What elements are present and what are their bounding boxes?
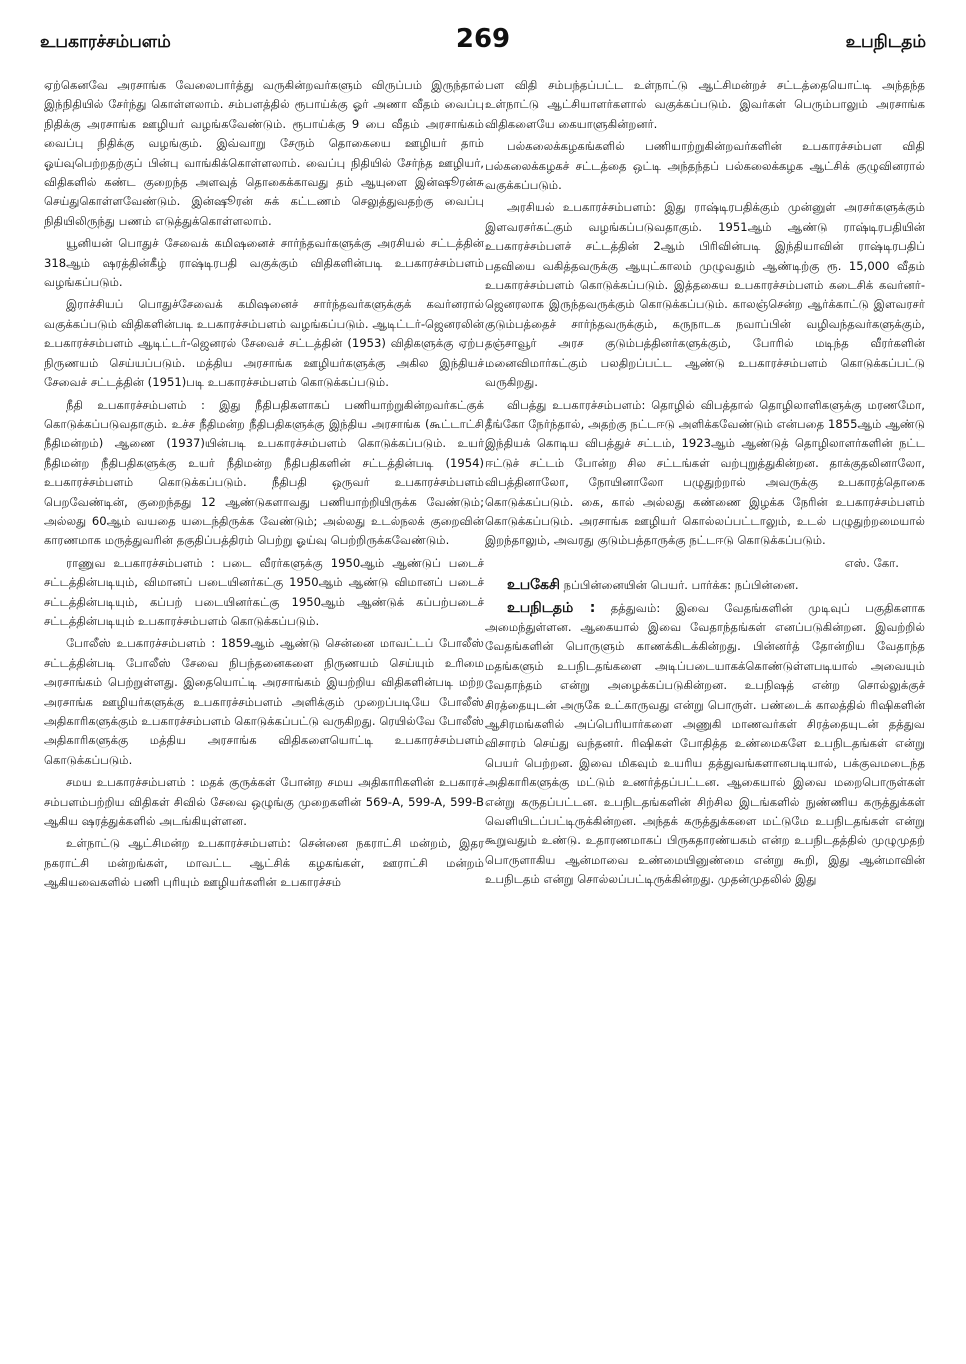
- paragraph: ராணுவ உபகாரச்சம்பளம் : படை வீரர்களுக்கு 1950ஆம் ஆண்டுப் படைச் சட்டத்தின்படியும், விமானப் படையினர்கட்கு 1950ஆம் ஆண்டு விமானப் படைச் சட்டத்தின்படியும், கப்பற் படையினர்கட்கு 1950ஆம் ஆண்டுக் கப்பற்படைச் சட்டத்தின்படியும் உபகாரச்சம்பளம் கொடுக்கப்படும்.: [44, 555, 484, 628]
- entry-upanidatham: [485, 599, 925, 890]
- paragraph: நீதி உபகாரச்சம்பளம் : இது நீதிபதிகளாகப் பணியாற்றுகின்றவர்கட்குக் கொடுக்கப்படுவதாகும். உச்ச நீதிமன்ற நீதிபதிகளுக்கு இந்திய அரசாங்க (கூட்டாட்சி நீதிமன்றம்) ஆணை (1937)யின்படி உபகாரச்சம்பளம் கொடுக்கப்படும். உயர் நீதிமன்ற நீதிபதிகளுக்கு உயர் நீதிமன்ற நீதிபதிகளின் சட்டத்தின்படி (1954) உபகாரச்சம்பளம் கொடுக்கப்படும். நீதிபதி ஒருவர் உபகாரச்சம்பளம் பெறவேண்டின், குறைந்தது 12 ஆண்டுகளாவது பணியாற்றியிருக்க வேண்டும்; அல்லது 60ஆம் வயதை யடைந்திருக்க வேண்டும்; அல்லது உடல்நலக் குறைவின் காரணமாக மருத்துவரின் தகுதிப்பத்திரம் பெற்று ஓய்வு பெற்றிருக்கவேண்டும்.: [44, 397, 484, 548]
- entry-text: நப்பின்னையின் பெயர். பார்க்க: நப்பின்னை.: [563, 578, 799, 593]
- paragraph: இராச்சியப் பொதுச்சேவைக் கமிஷனைச் சார்ந்தவர்களுக்குக் கவர்னரால் வகுக்கப்படும் விதிகளின்படி உபகாரச்சம்பளம் வழங்கப்படும். ஆடிட்டர்-ஜெனரலின் உபகாரச்சம்பளம் ஆடிட்டர்-ஜெனரல் சேவைச் சட்டத்தின் (1953) விதிகளுக்கு ஏற்ப நிருணயம் செய்யப்படும். மத்திய அரசாங்க ஊழியர்களுக்கு அகில இந்தியச் சேவைச் சட்டத்தின் (1951)படி உபகாரச்சம்பளம் கொடுக்கப்படும்.: [44, 297, 484, 390]
- paragraph: விபத்து உபகாரச்சம்பளம்: தொழில் விபத்தால் தொழிலாளிகளுக்கு மரணமோ, தீங்கோ நேர்ந்தால், அதற்கு நட்டஈடு அளிக்கவேண்டும் என்பதை 1855ஆம் ஆண்டு இந்தியக் கொடிய விபத்துச் சட்டம், 1923ஆம் ஆண்டுத் தொழிலாளர்களின் நட்ட ஈட்டுச் சட்டம் போன்ற சில சட்டங்கள் வற்புறுத்துகின்றன. தாக்குதலினாலோ, விபத்தினாலோ, நோயினாலோ பழுதுற்றால் அவருக்கு உபகாரத்தொகை கொடுக்கப்படும். கை, கால் அல்லது கண்ணை இழக்க நேரின் உபகாரச்சம்பளம் கொடுக்கப்படும். அரசாங்க ஊழியர் கொல்லப்பட்டாலும், உடல் பழுதுற்றமையால் இறந்தாலும், அவரது குடும்பத்தாருக்கு நட்டஈடு கொடுக்கப்படும்.: [485, 397, 925, 548]
- running-head-right: உபநிடதம்: [845, 32, 926, 52]
- page-number: 269: [455, 24, 511, 54]
- paragraph: பல்கலைக்கழகங்களில் பணியாற்றுகின்றவர்களின் உபகாரச்சம்பள விதி பல்கலைக்கழகச் சட்டத்தை ஒட்டி அந்தந்தப் பல்கலைக்கழக ஆட்சிக் குழுவினரால் வகுக்கப்படும்.: [485, 139, 925, 193]
- right-column: [485, 76, 925, 1356]
- running-head-left: உபகாரச்சம்பளம்: [40, 32, 171, 52]
- page-header: [40, 18, 926, 68]
- author-signature: எஸ். கோ.: [844, 555, 899, 570]
- paragraph: யூனியன் பொதுச் சேவைக் கமிஷனைச் சார்ந்தவர்களுக்கு அரசியல் சட்டத்தின் 318ஆம் ஷரத்தின்கீழ் ராஷ்டிரபதி வகுக்கும் விதிகளின்படி உபகாரச்சம்பளம் வழங்கப்படும்.: [44, 236, 484, 290]
- paragraph: பள விதி சம்பந்தப்பட்ட உள்நாட்டு ஆட்சிமன்றச் சட்டத்தையொட்டி அந்தந்த உள்நாட்டு ஆட்சியாளர்களால் வகுக்கப்படும். இவர்கள் பெரும்பாலும் அரசாங்க விதிகளையே கையாளுகின்றனர்.: [485, 78, 925, 131]
- paragraph: போலீஸ் உபகாரச்சம்பளம் : 1859ஆம் ஆண்டு சென்னை மாவட்டப் போலீஸ் சட்டத்தின்படி போலீஸ் சேவை நிபந்தனைகளை நிருணயம் செய்யும் உரிமை அரசாங்கம் பெற்றுள்ளது. இதையொட்டி அரசாங்கம் இயற்றிய விதிகளின்படி மற்ற அரசாங்க ஊழியர்களுக்கு உபகாரச்சம்பளம் அளிக்கும் முறைப்படியே போலீஸ் அதிகாரிகளுக்கும் உபகாரச்சம்பளம் கொடுக்கப்பட்டு வருகிறது. ரெயில்வே போலீஸ் அதிகாரிகளுக்கு மத்திய அரசாங்க விதிகளையொட்டி உபகாரச்சம்பளம் கொடுக்கப்படும்.: [44, 636, 484, 767]
- entry-heading: உபநிடதம் :: [507, 599, 596, 616]
- entry-heading: உபகேசி: [507, 577, 560, 594]
- entry-upakesi: [485, 576, 925, 595]
- paragraph: உள்நாட்டு ஆட்சிமன்ற உபகாரச்சம்பளம்: சென்னை நகராட்சி மன்றம், இதர நகராட்சி மன்றங்கள், மாவட்ட ஆட்சிக் கழகங்கள், ஊராட்சி மன்றம் ஆகியவைகளில் பணி புரியும் ஊழியர்களின் உபகாரச்சம்: [44, 836, 484, 890]
- left-column: [44, 76, 484, 1356]
- entry-text: தத்துவம்: இவை வேதங்களின் முடிவுப் பகுதிகளாக அமைந்துள்ளன. ஆகையால் இவை வேதாந்தங்கள் எனப்படுகின்றன. இவற்றில் வேதங்களின் பொருளும் காணக்கிடக்கின்றது. பின்னர்த் தோன்றிய வேதாந்த மதங்களும் உபநிடதங்களை அடிப்படையாகக்கொண்டுள்ளபடியால் அவையும் வேதாந்தம் என்று அழைக்கப்படுகின்றன. உபநிஷத் என்ற சொல்லுக்குச் சிரத்தையுடன் அருகே உட்காருவது என்று பொருள். பண்டைக் காலத்தில் ரிஷிகளின் ஆசிரமங்களில் அப்பெரியார்களை அணுகி மாணவர்கள் சிரத்தையுடன் தத்துவ விசாரம் செய்து வந்தனர். ரிஷிகள் போதித்த உண்மைகளே உபநிடதங்கள் என்று பெயர் பெற்றன. இவை மிகவும் உயரிய தத்துவங்களானபடியால், பக்குவமடைந்த அதிகாரிகளுக்கு மட்டும் உணர்த்தப்பட்டன. ஆகையால் இவை மறைபொருள்கள் என்று கருதப்பட்டன. உபநிடதங்களின் சிற்சில இடங்களில் நுண்ணிய கருத்துக்கள் வெளியிடப்பட்டிருக்கின்றன. அந்தக் கருத்துக்களை மட்டுமே உபநிடதங்கள் என்று கூறுவதும் உண்டு. உதாரணமாகப் பிருகதாரண்யகம் என்ற உபநிடதத்தில் முழுமுதற் பொருளாகிய ஆன்மாவை உண்மையினுண்மை என்று கூறி, இது ஆன்மாவின் உபநிடதம் என்று சொல்லப்பட்டிருக்கின்றது. முதன்முதலில் இது: [485, 600, 925, 887]
- paragraph: ஏற்கெனவே அரசாங்க வேலைபார்த்து வருகின்றவர்களும் விருப்பம் இருந்தால் இந்நிதியில் சேர்ந்து கொள்ளலாம். சம்பளத்தில் ரூபாய்க்கு ஓர் அணா வீதம் வைப்பு நிதிக்கு அரசாங்க ஊழியர் வழங்கவேண்டும். ரூபாய்க்கு 9 பை வீதம் அரசாங்கம் வைப்பு நிதிக்கு வழங்கும். இவ்வாறு சேரும் தொகையை ஊழியர் தாம் ஓய்வுபெற்றதற்குப் பின்பு வாங்கிக்கொள்ளலாம். வைப்பு நிதியில் சேர்ந்த ஊழியர், விதிகளில் கண்ட குறைந்த அளவுத் தொகைக்காவது தம் ஆயுளை இன்ஷூரன்சு செய்துகொள்ளவேண்டும். இன்ஷூரன் சுக் கட்டணம் செலுத்துவதற்கு வைப்பு நிதியிலிருந்து பணம் எடுத்துக்கொள்ளலாம்.: [44, 78, 484, 228]
- paragraph: அரசியல் உபகாரச்சம்பளம்: இது ராஷ்டிரபதிக்கும் முன்னுள் அரசர்களுக்கும் இளவரசர்கட்கும் வழங்கப்படுவதாகும். 1951ஆம் ஆண்டு ராஷ்டிரபதியின் உபகாரச்சம்பளச் சட்டத்தின் 2ஆம் பிரிவின்படி இந்தியாவின் ராஷ்டிரபதிப் பதவியை வகித்தவருக்கு ஆயுட்காலம் முழுவதும் ஆண்டிற்கு ரூ. 15,000 வீதம் உபகாரச்சம்பளம் கொடுக்கப்படும். இத்தகைய உபகாரச்சம்பளம் கடைசிக் கவர்னர்-ஜெனரலாக இருந்தவருக்கும் கொடுக்கப்படும். காலஞ்சென்ற ஆர்க்காட்டு இளவரசர் குடும்பத்தைச் சார்ந்தவருக்கும், கருநாடக நவாப்பின் வழிவந்தவர்களுக்கும், தஞ்சாவூர் அரச குடும்பத்தினர்களுக்கும், போரில் மடிந்த வீரர்களின் மனைவிமார்கட்கும் பலதிறப்பட்ட ஆண்டு உபகாரச்சம்பளம் கொடுக்கப்பட்டு வருகிறது.: [485, 200, 925, 390]
- paragraph: சமய உபகாரச்சம்பளம் : மதக் குருக்கள் போன்ற சமய அதிகாரிகளின் உபகாரச் சம்பளம்பற்றிய விதிகள் சிவில் சேவை ஒழுங்கு முறைகளின் 569-A, 599-A, 599-B ஆகிய ஷரத்துக்களில் அடங்கியுள்ளன.: [44, 775, 484, 829]
